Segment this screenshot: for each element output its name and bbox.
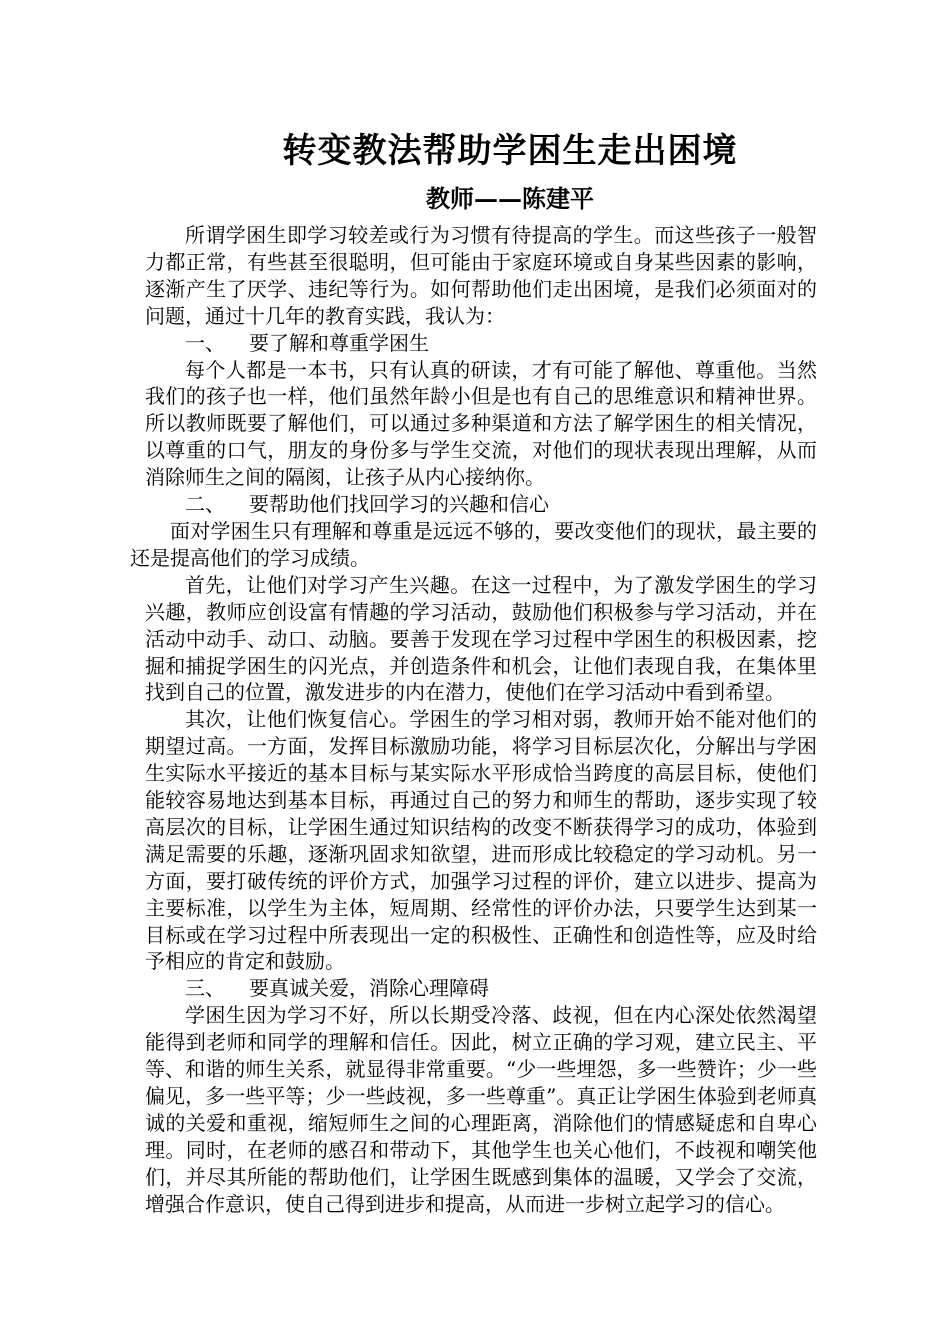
section-heading-2 [145,491,817,518]
body-paragraph: 每个人都是一本书，只有认真的研读，才有可能了解他、尊重他。当然我们的孩子也一样，他们虽然年龄小但是也有自己的思维意识和精神世界。所以教师既要了解他们，可以通过多种渠道和方法了解学困生的相关情况，以尊重的口气，朋友的身份多与学生交流，对他们的现状表现出理解，从而消除师生之间的隔阂，让孩子从内心接纳你。 [145,357,817,490]
body-paragraph: 学困生因为学习不好，所以长期受冷落、歧视，但在内心深处依然渴望能得到老师和同学的理解和信任。因此，树立正确的学习观，建立民主、平等、和谐的师生关系，就显得非常重要。“少一些埋怨，多一些赞许；少一些偏见，多一些平等；少一些歧视，多一些尊重”。真正让学困生体验到老师真诚的关爱和重视，缩短师生之间的心理距离，消除他们的情感疑虑和自卑心理。同时，在老师的感召和带动下，其他学生也关心他们，不歧视和嘲笑他们，并尽其所能的帮助他们，让学困生既感到集体的温暖，又学会了交流，增强合作意识，使自己得到进步和提高，从而进一步树立起学习的信心。 [145,1003,817,1216]
section-heading-1 [145,330,817,357]
section-heading-text: 要帮助他们找回学习的兴趣和信心 [249,492,549,517]
document-body [130,222,817,1218]
section-number: 一、 [185,330,225,355]
document-title: 转变教法帮助学困生走出困境 [282,131,738,171]
section-heading-text: 要真诚关爱，消除心理障碍 [249,976,489,1001]
section-number: 二、 [185,492,225,517]
body-paragraph: 其次，让他们恢复信心。学困生的学习相对弱，教师开始不能对他们的期望过高。一方面，发挥目标激励功能，将学习目标层次化，分解出与学困生实际水平接近的基本目标与某实际水平形成恰当跨度的高层目标，使他们能较容易地达到基本目标，再通过自己的努力和师生的帮助，逐步实现了较高层次的目标，让学困生通过知识结构的改变不断获得学习的成功，体验到满足需要的乐趣，逐渐巩固求知欲望，进而形成比较稳定的学习动机。另一方面，要打破传统的评价方式，加强学习过程的评价，建立以进步、提高为主要标准，以学生为主体，短周期、经常性的评价办法，只要学生达到某一目标或在学习过程中所表现出一定的积极性、正确性和创造性等，应及时给予相应的肯定和鼓励。 [145,707,817,974]
section-number: 三、 [185,976,225,1001]
section-heading-3 [145,975,817,1002]
body-paragraph: 首先，让他们对学习产生兴趣。在这一过程中，为了激发学困生的学习兴趣，教师应创设富有情趣的学习活动，鼓励他们积极参与学习活动，并在活动中动手、动口、动脑。要善于发现在学习过程中学困生的积极因素，挖掘和捕捉学困生的闪光点，并创造条件和机会，让他们表现自我，在集体里找到自己的位置，激发进步的内在潜力，使他们在学习活动中看到希望。 [145,572,817,705]
document-author: 教师——陈建平 [426,184,594,213]
section-heading-text: 要了解和尊重学困生 [249,330,429,355]
body-paragraph: 面对学困生只有理解和尊重是远远不够的，要改变他们的现状，最主要的还是提高他们的学习成绩。 [130,518,817,570]
intro-paragraph: 所谓学困生即学习较差或行为习惯有待提高的学生。而这些孩子一般智力都正常，有些甚至很聪明，但可能由于家庭环境或自身某些因素的影响，逐渐产生了厌学、违纪等行为。如何帮助他们走出困境，是我们必须面对的问题，通过十几年的教育实践，我认为： [145,223,817,328]
